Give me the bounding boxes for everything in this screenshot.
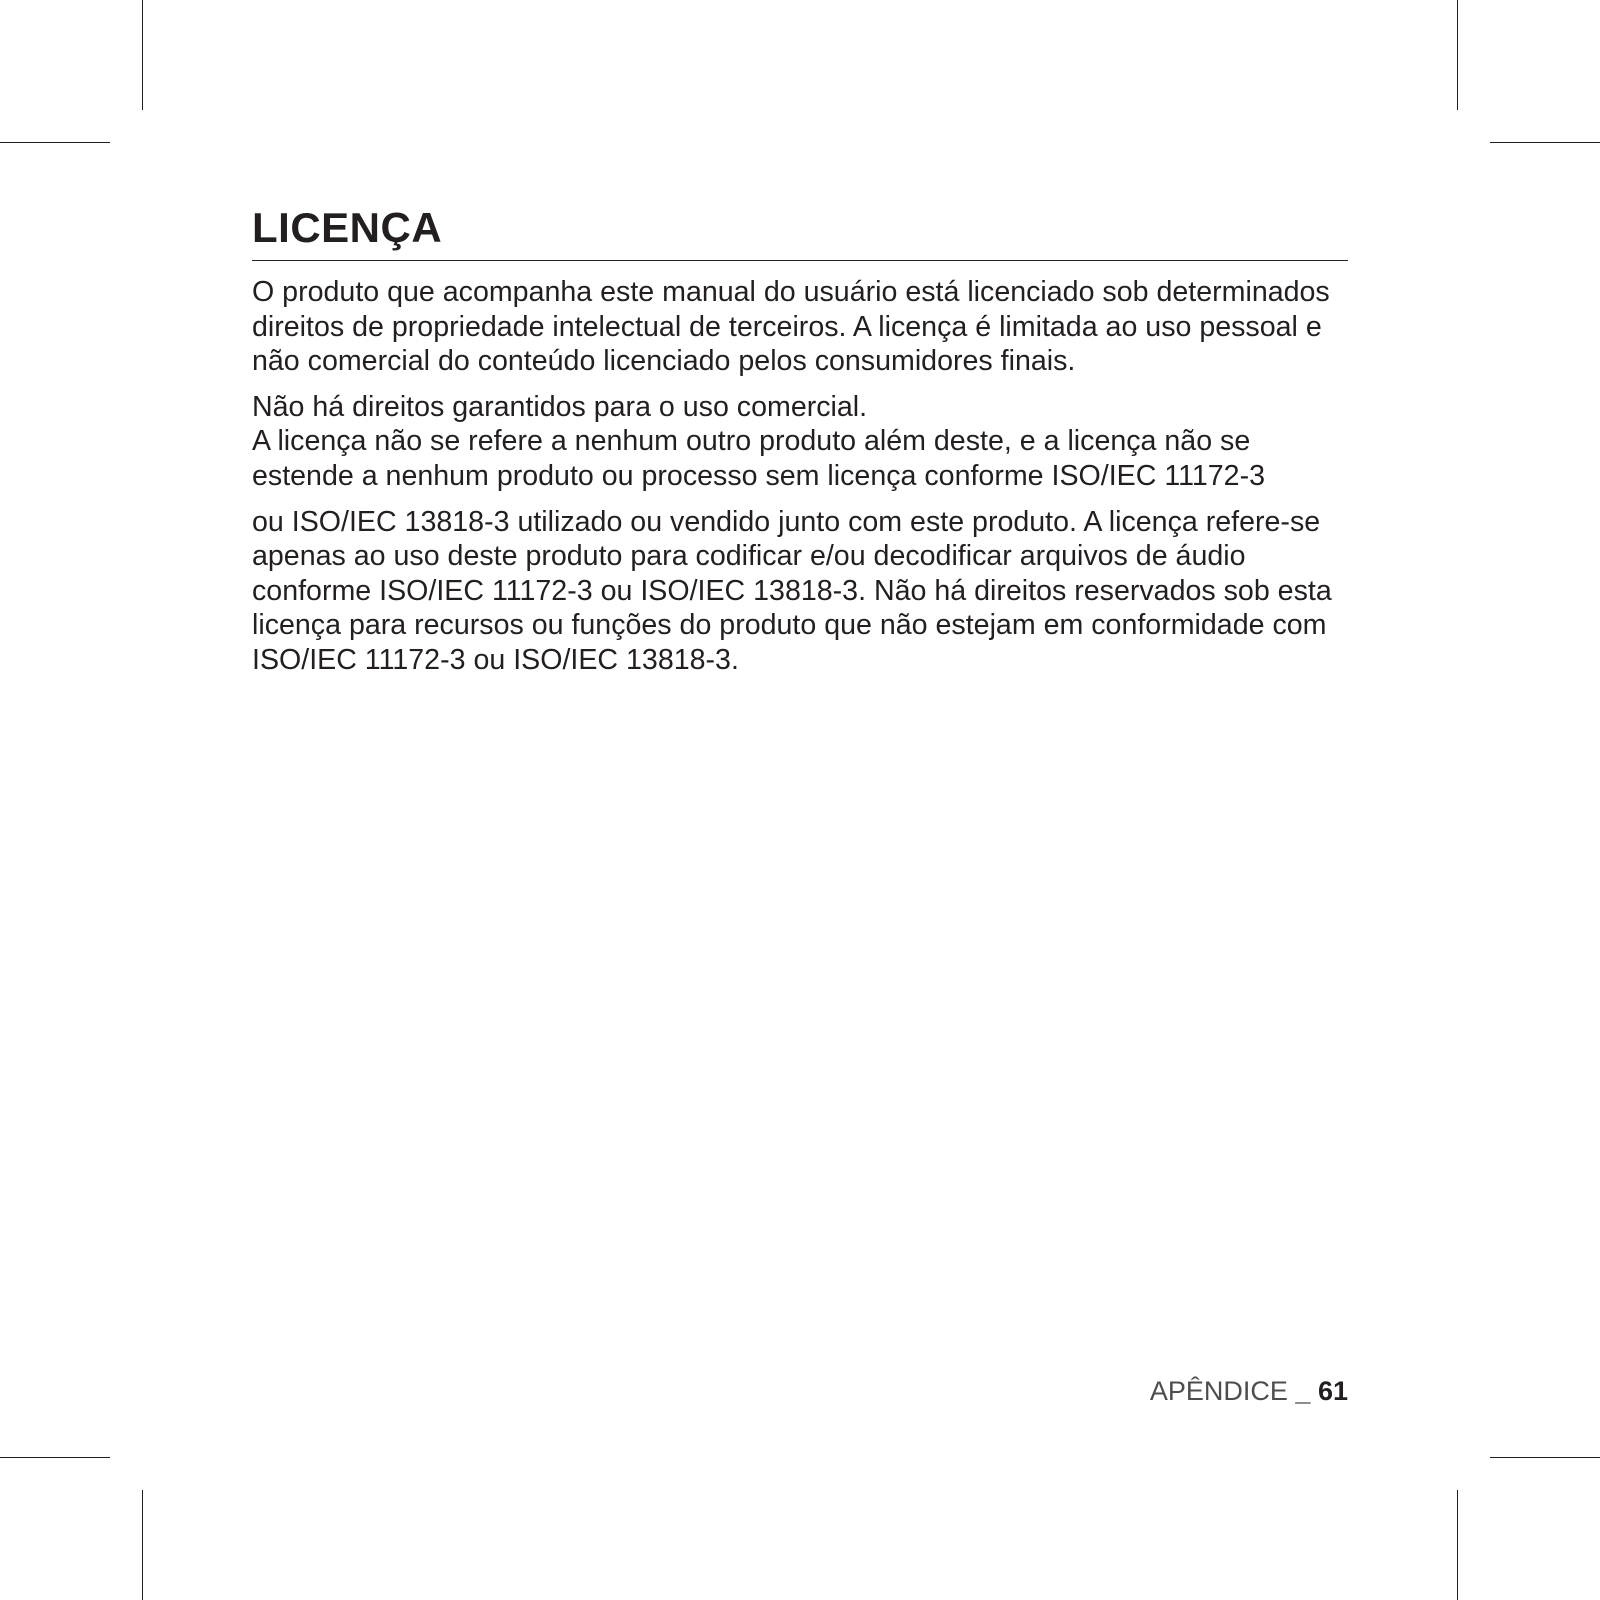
paragraph-license-scope: A licença não se refere a nenhum outro produto além deste, e a licença não se estende a nenhum produto ou processo sem licença conforme ISO/IEC 11172-3 — [252, 425, 1266, 492]
crop-mark-bottom-left-vertical — [142, 1490, 143, 1600]
crop-mark-top-left-horizontal — [0, 142, 110, 143]
paragraph-no-commercial-rights: Não há direitos garantidos para o uso comercial. — [252, 390, 868, 423]
page-footer — [1150, 1374, 1348, 1408]
crop-mark-bottom-left-horizontal — [0, 1457, 110, 1458]
crop-mark-bottom-right-vertical — [1457, 1490, 1458, 1600]
paragraph-license-intro: O produto que acompanha este manual do usuário está licenciado sob determinados direitos de propriedade intelectual de terceiros. A licença é limitada ao uso pessoal e não comercial do conteúdo licenciado pelos consumidores finais. — [252, 276, 1330, 378]
footer-section-label: APÊNDICE — [1149, 1376, 1288, 1406]
section-title: LICENÇA — [252, 204, 443, 251]
footer-separator: _ — [1295, 1376, 1311, 1406]
crop-mark-top-left-vertical — [142, 0, 143, 110]
paragraph-license-usage: ou ISO/IEC 13818-3 utilizado ou vendido junto com este produto. A licença refere-se apenas ao uso deste produto para codificar e/ou decodificar arquivos de áudio conforme ISO/IEC 11172-3 ou ISO/IEC 13818-3. Não há direitos reservados sob esta licença para recursos ou funções do produto que não estejam em conformidade com ISO/IEC 11172-3 ou ISO/IEC 13818-3. — [252, 505, 1332, 676]
page-number: 61 — [1317, 1376, 1348, 1406]
crop-mark-bottom-right-horizontal — [1490, 1457, 1600, 1458]
title-divider — [252, 260, 1348, 261]
crop-mark-top-right-vertical — [1457, 0, 1458, 110]
page-content — [252, 200, 1348, 678]
crop-mark-top-right-horizontal — [1490, 142, 1600, 143]
